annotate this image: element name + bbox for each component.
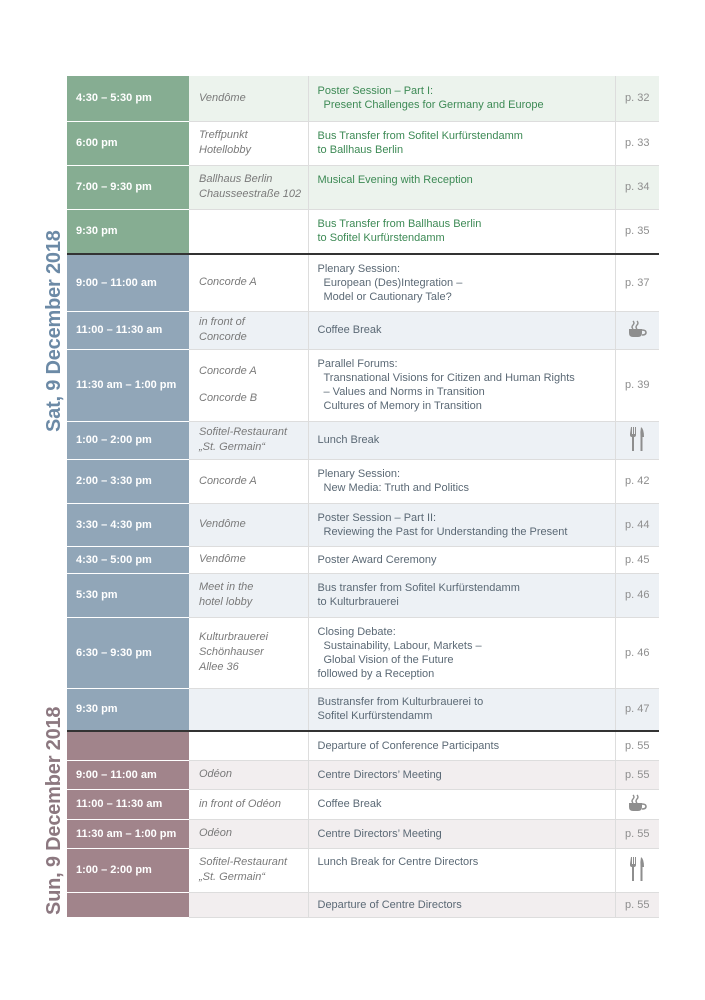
row-time: 2:00 – 3:30 pm [67,459,189,503]
venue-line: Chausseestraße 102 [199,188,302,200]
venue-line: Concorde [199,331,247,343]
row-venue [189,165,308,209]
schedule-row [67,76,659,121]
venue-line: Treffpunkt [199,129,248,141]
coffee-cup-icon [627,793,647,813]
event-line: to Ballhaus Berlin [317,144,404,156]
event-line: Coffee Break [317,324,382,336]
row-event [308,349,615,421]
row-event [308,503,615,546]
row-page: p. 46 [615,617,659,688]
schedule-row [67,546,659,573]
event-line: Cultures of Memory in Transition [323,400,482,412]
knife-fork-icon [627,856,647,882]
venue-line: Schönhauser [199,646,264,658]
row-event [308,573,615,617]
venue-line: Hotellobby [199,144,251,156]
row-venue [189,209,308,254]
row-page: p. 55 [615,819,659,848]
row-venue [189,789,308,819]
schedule-row [67,254,659,311]
row-event [308,254,615,311]
event-line: New Media: Truth and Politics [323,482,470,494]
event-line: Poster Session – Part I: [317,85,434,98]
event-line: Reviewing the Past for Understanding the Present [323,525,568,538]
venue-line: Odéon [199,768,233,780]
row-event [308,848,615,892]
venue-line: Concorde A [199,276,257,289]
row-time: 11:00 – 11:30 am [67,789,189,819]
row-page [615,421,659,459]
row-venue [189,760,308,789]
row-venue [189,421,308,459]
venue-line: Kulturbrauerei [199,631,269,643]
event-line: Transnational Visions for Citizen and Human Rights [323,372,575,384]
event-line: Plenary Session: [317,468,401,480]
row-time: 9:00 – 11:00 am [67,760,189,789]
row-time: 11:00 – 11:30 am [67,311,189,349]
row-event [308,731,615,760]
event-line: Bus transfer from Sofitel Kurfürstendamm [317,582,520,594]
row-event [308,546,615,573]
row-time: 6:30 – 9:30 pm [67,617,189,688]
schedule-row [67,165,659,209]
schedule-table [67,76,659,918]
schedule-row [67,617,659,688]
row-venue [189,617,308,688]
event-line: Poster Session – Part II: [317,511,437,524]
day-label-sunday: Sun, 9 December 2018 [43,706,65,915]
row-venue [189,892,308,917]
row-event [308,819,615,848]
event-line: followed by a Reception [317,667,435,680]
venue-line: „St. Germain“ [199,441,266,453]
row-event [308,617,615,688]
row-event [308,459,615,503]
venue-line: Vendôme [199,91,246,104]
event-line: Present Challenges for Germany and Europe [323,99,544,112]
event-line: Model or Cautionary Tale? [323,290,452,303]
row-time: 1:00 – 2:00 pm [67,421,189,459]
row-event [308,760,615,789]
row-venue [189,848,308,892]
row-time [67,731,189,760]
row-event [308,165,615,209]
row-venue [189,503,308,546]
venue-line: Meet in the [199,581,254,593]
row-page: p. 35 [615,209,659,254]
row-event [308,76,615,121]
row-event [308,209,615,254]
venue-line: Vendôme [199,518,246,530]
row-venue [189,349,308,421]
row-time: 1:00 – 2:00 pm [67,848,189,892]
venue-line: Concorde A [199,365,257,377]
row-page: p. 55 [615,731,659,760]
event-line: Coffee Break [317,798,382,810]
schedule-row [67,760,659,789]
row-page [615,789,659,819]
venue-line: Concorde B [199,392,258,404]
row-event [308,311,615,349]
venue-line: „St. Germain“ [199,871,266,883]
venue-line: hotel lobby [199,596,253,608]
row-page: p. 34 [615,165,659,209]
event-line: Musical Evening with Reception [317,173,473,186]
row-page: p. 42 [615,459,659,503]
row-venue [189,254,308,311]
event-line: Poster Award Ceremony [317,553,437,566]
row-time: 11:30 am – 1:00 pm [67,349,189,421]
venue-line: Sofitel-Restaurant [199,426,288,438]
row-time: 11:30 am – 1:00 pm [67,819,189,848]
day-label-saturday: Sat, 9 December 2018 [43,230,65,432]
event-line: Bus Transfer from Ballhaus Berlin [317,218,482,231]
schedule-row [67,688,659,731]
event-line: Centre Directors’ Meeting [317,768,442,781]
coffee-cup-icon [627,319,647,339]
row-page: p. 55 [615,892,659,917]
row-venue [189,459,308,503]
row-page: p. 46 [615,573,659,617]
venue-line: Concorde A [199,474,257,487]
schedule-row [67,848,659,892]
row-page: p. 45 [615,546,659,573]
row-venue [189,731,308,760]
venue-line: in front of Odéon [199,797,281,810]
event-line: Plenary Session: [317,262,401,275]
row-page: p. 33 [615,121,659,165]
row-time: 4:30 – 5:30 pm [67,76,189,121]
row-page [615,311,659,349]
schedule-row [67,503,659,546]
row-time: 9:30 pm [67,688,189,731]
row-venue [189,688,308,731]
event-line: Global Vision of the Future [323,653,454,666]
schedule-row [67,209,659,254]
event-line: Lunch Break [317,434,380,446]
row-page: p. 37 [615,254,659,311]
row-event [308,121,615,165]
row-venue [189,573,308,617]
spacer [199,379,308,391]
venue-line: Sofitel-Restaurant [199,856,288,868]
event-line: Bus Transfer from Sofitel Kurfürstendamm [317,130,523,142]
row-time: 4:30 – 5:00 pm [67,546,189,573]
schedule-row [67,311,659,349]
knife-fork-icon [627,426,647,452]
event-line: Lunch Break for Centre Directors [317,855,479,868]
row-time: 7:00 – 9:30 pm [67,165,189,209]
schedule-row [67,421,659,459]
row-page: p. 44 [615,503,659,546]
row-page: p. 32 [615,76,659,121]
row-time: 3:30 – 4:30 pm [67,503,189,546]
row-venue [189,121,308,165]
schedule-row [67,573,659,617]
venue-line: Allee 36 [199,661,239,673]
row-time: 9:00 – 11:00 am [67,254,189,311]
event-line: to Sofitel Kurfürstendamm [317,232,445,245]
row-page: p. 39 [615,349,659,421]
venue-line: Ballhaus Berlin [199,173,273,185]
row-event [308,688,615,731]
row-event [308,421,615,459]
row-time: 5:30 pm [67,573,189,617]
schedule-row [67,789,659,819]
schedule-row [67,731,659,760]
event-line: Parallel Forums: [317,358,398,370]
row-event [308,892,615,917]
venue-line: in front of [199,316,245,328]
row-time: 6:00 pm [67,121,189,165]
event-line: Sofitel Kurfürstendamm [317,710,433,723]
event-line: Departure of Centre Directors [317,898,462,911]
venue-line: Odéon [199,827,233,839]
event-line: European (Des)Integration – [323,276,463,289]
event-line: to Kulturbrauerei [317,596,399,608]
row-page: p. 55 [615,760,659,789]
event-line: Centre Directors’ Meeting [317,827,442,840]
row-page: p. 47 [615,688,659,731]
row-time [67,892,189,917]
schedule-row [67,349,659,421]
row-venue [189,311,308,349]
schedule-row [67,892,659,917]
row-page [615,848,659,892]
schedule-row [67,121,659,165]
venue-line: Vendôme [199,553,246,565]
row-venue [189,819,308,848]
row-event [308,789,615,819]
event-line: Closing Debate: [317,625,396,638]
event-line: – Values and Norms in Transition [323,386,485,398]
row-venue [189,76,308,121]
row-venue [189,546,308,573]
event-line: Departure of Conference Participants [317,739,500,752]
event-line: Sustainability, Labour, Markets – [323,639,482,652]
schedule-row [67,459,659,503]
event-line: Bustransfer from Kulturbrauerei to [317,696,484,709]
schedule-row [67,819,659,848]
row-time: 9:30 pm [67,209,189,254]
